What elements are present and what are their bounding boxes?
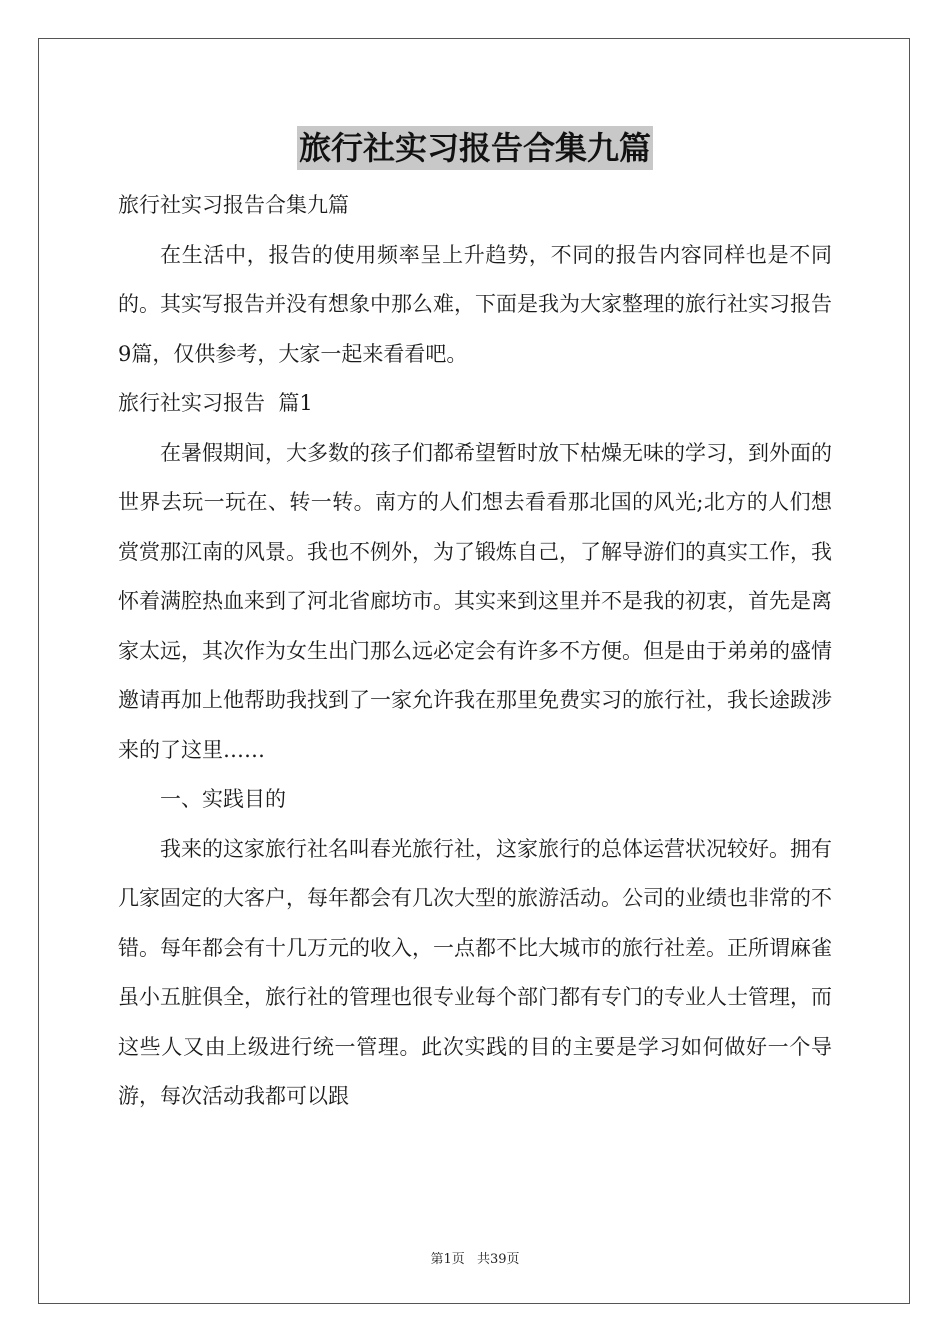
subsection-heading-1: 一、实践目的 (160, 787, 286, 811)
section-heading-1: 旅行社实习报告 篇1 (118, 391, 313, 415)
intro-paragraph: 在生活中，报告的使用频率呈上升趋势，不同的报告内容同样也是不同的。其实写报告并没有想象中那么难，下面是我为大家整理的旅行社实习报告9篇，仅供参考，大家一起来看看吧。 (118, 242, 832, 366)
document-title: 旅行社实习报告合集九篇 (297, 126, 653, 170)
document-subtitle: 旅行社实习报告合集九篇 (118, 193, 349, 217)
title-wrap (0, 126, 950, 170)
document-body (118, 181, 832, 1122)
paragraph-2: 我来的这家旅行社名叫春光旅行社，这家旅行的总体运营状况较好。拥有几家固定的大客户，每年都会有几次大型的旅游活动。公司的业绩也非常的不错。每年都会有十几万元的收入，一点都不比大城市的旅行社差。正所谓麻雀虽小五脏俱全，旅行社的管理也很专业每个部门都有专门的专业人士管理，而这些人又由上级进行统一管理。此次实践的目的主要是学习如何做好一个导游，每次活动我都可以跟 (118, 836, 832, 1108)
paragraph-1: 在暑假期间，大多数的孩子们都希望暂时放下枯燥无味的学习，到外面的世界去玩一玩在、转一转。南方的人们想去看看那北国的风光;北方的人们想赏赏那江南的风景。我也不例外，为了锻炼自己，了解导游们的真实工作，我怀着满腔热血来到了河北省廊坊市。其实来到这里并不是我的初衷，首先是离家太远，其次作为女生出门那么远必定会有许多不方便。但是由于弟弟的盛情邀请再加上他帮助我找到了一家允许我在那里免费实习的旅行社，我长途跋涉来的了这里…… (118, 440, 832, 762)
page-total: 共39页 (476, 1252, 520, 1267)
page-number: 第1页 (430, 1252, 465, 1267)
page-footer (0, 1248, 950, 1267)
